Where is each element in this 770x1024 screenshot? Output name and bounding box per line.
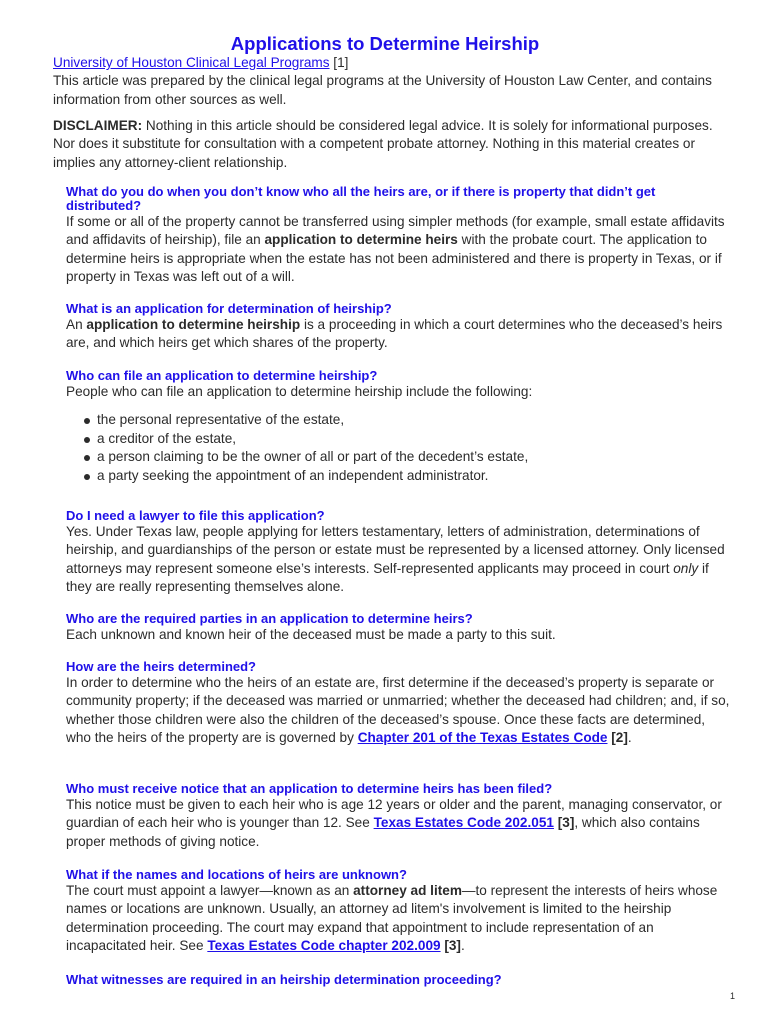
answer-text: In order to determine who the heirs of an estate are, first determine if the deceased’s property is separate or community property; if the deceased was married or unmarried; whether the deceased had children; and, if so, whether those children were also the children of the deceased’s spouse. Once these facts are determined, who the heirs of the property are is governed by — [66, 675, 730, 746]
faq-answer — [66, 316, 732, 353]
answer-text: , which also contains proper methods of giving notice. — [66, 815, 700, 849]
faq-question: How are the heirs determined? — [66, 659, 256, 674]
faq-question: Do I need a lawyer to file this application? — [66, 508, 325, 523]
answer-text: . — [627, 730, 632, 746]
faq-section — [66, 612, 732, 644]
footnote-ref: [3] — [557, 815, 575, 831]
source-paragraph — [53, 54, 733, 109]
faq-answer — [66, 882, 732, 956]
list-item-text: the personal representative of the estate, — [97, 412, 345, 428]
faq-answer — [66, 213, 732, 287]
faq-answer — [66, 523, 732, 597]
list-item — [66, 430, 732, 448]
bullet-list — [66, 411, 732, 485]
bullet-icon — [84, 418, 90, 424]
faq-question: What is an application for determination of heirship? — [66, 301, 392, 316]
page-title: Applications to Determine Heirship — [230, 33, 540, 54]
faq-section — [66, 302, 732, 353]
footnote-ref: [3] — [444, 938, 461, 954]
list-item-text: a party seeking the appointment of an independent administrator. — [97, 467, 489, 483]
disclaimer-text: Nothing in this article should be considered legal advice. It is solely for informational purposes. Nor does it substitute for consultation with a competent probate attorney. Nothing in this material creates or implies any attorney-client relationship. — [53, 118, 713, 170]
estates-code-link[interactable]: Texas Estates Code chapter 202.009 — [207, 938, 441, 954]
faq-section — [66, 369, 732, 485]
answer-text: An — [66, 317, 87, 332]
answer-text: . — [460, 938, 465, 954]
faq-answer — [66, 796, 732, 851]
intro-text: This article was prepared by the clinical legal programs at the University of Houston Law Center, and contains information from other sources as well. — [53, 73, 712, 107]
answer-bold-term: application to determine heirship — [86, 317, 301, 332]
bullet-icon — [84, 437, 90, 443]
answer-text: if they are really representing themselves alone. — [66, 560, 709, 595]
answer-text: with the probate court. The application to determine heirs is appropriate when the estate has not been administered and there is property in Texas, or if property in Texas was left out of a will. — [66, 232, 722, 285]
faq-section — [66, 973, 732, 987]
answer-bold-term: attorney ad litem — [353, 883, 462, 898]
faq-question: What do you do when you don’t know who all the heirs are, or if there is property that didn’t get distributed? — [66, 184, 656, 213]
list-item-text: a creditor of the estate, — [97, 430, 237, 446]
faq-answer: Each unknown and known heir of the deceased must be made a party to this suit. — [66, 627, 556, 642]
faq-question: Who must receive notice that an application to determine heirs has been filed? — [66, 781, 553, 796]
faq-answer — [66, 674, 732, 748]
estates-code-link[interactable]: Texas Estates Code 202.051 — [373, 815, 554, 831]
answer-text: The court must appoint a lawyer—known as an — [66, 883, 354, 898]
faq-section — [66, 509, 732, 597]
faq-section — [66, 868, 732, 956]
list-item — [66, 411, 732, 429]
faq-answer: People who can file an application to determine heirship include the following: — [66, 384, 533, 399]
page-number: 1 — [729, 991, 735, 1001]
answer-text: This notice must be given to each heir who is age 12 years or older and the parent, managing conservator, or guardian of each heir who is younger than 12. See — [66, 797, 722, 831]
answer-text: If some or all of the property cannot be transferred using simpler methods (for example, small estate affidavits and affidavits of heirship), file an — [66, 214, 725, 248]
source-link[interactable]: University of Houston Clinical Legal Programs — [53, 55, 330, 70]
disclaimer-paragraph — [53, 117, 733, 172]
answer-emphasis: only — [673, 560, 699, 576]
faq-question: Who are the required parties in an application to determine heirs? — [66, 611, 473, 626]
disclaimer-label: DISCLAIMER: — [53, 118, 143, 133]
source-ref: [1] — [329, 55, 349, 70]
answer-text: —to represent the interests of heirs whose names or locations are unknown. Usually, an attorney ad litem's involvement is limited to the heirship determination proceeding. The court may expand that appointment to include representation of an incapacitated heir. See — [66, 883, 718, 954]
answer-bold-term: application to determine heirs — [264, 232, 458, 248]
faq-question: Who can file an application to determine heirship? — [66, 368, 378, 383]
faq-section — [66, 782, 732, 851]
bullet-icon — [84, 455, 90, 461]
faq-question: What if the names and locations of heirs are unknown? — [66, 867, 407, 882]
answer-text: is a proceeding in which a court determines who the deceased’s heirs are, and which heirs get which shares of the property. — [66, 317, 723, 351]
list-item — [66, 467, 732, 485]
footnote-ref: [2] — [611, 730, 628, 746]
estates-code-link[interactable]: Chapter 201 of the Texas Estates Code — [357, 730, 608, 746]
list-item — [66, 448, 732, 466]
faq-section — [66, 660, 732, 748]
faq-question: What witnesses are required in an heirship determination proceeding? — [66, 972, 502, 987]
answer-text: Yes. Under Texas law, people applying for letters testamentary, letters of administration, determinations of heirship, and guardianships of the person or estate must be represented by a licensed attorney. Only licensed attorneys may represent someone else’s interests. Self-represented applicants may proceed in court — [66, 524, 725, 576]
list-item-text: a person claiming to be the owner of all or part of the decedent’s estate, — [97, 449, 529, 465]
bullet-icon — [84, 474, 90, 480]
faq-section — [66, 185, 732, 287]
